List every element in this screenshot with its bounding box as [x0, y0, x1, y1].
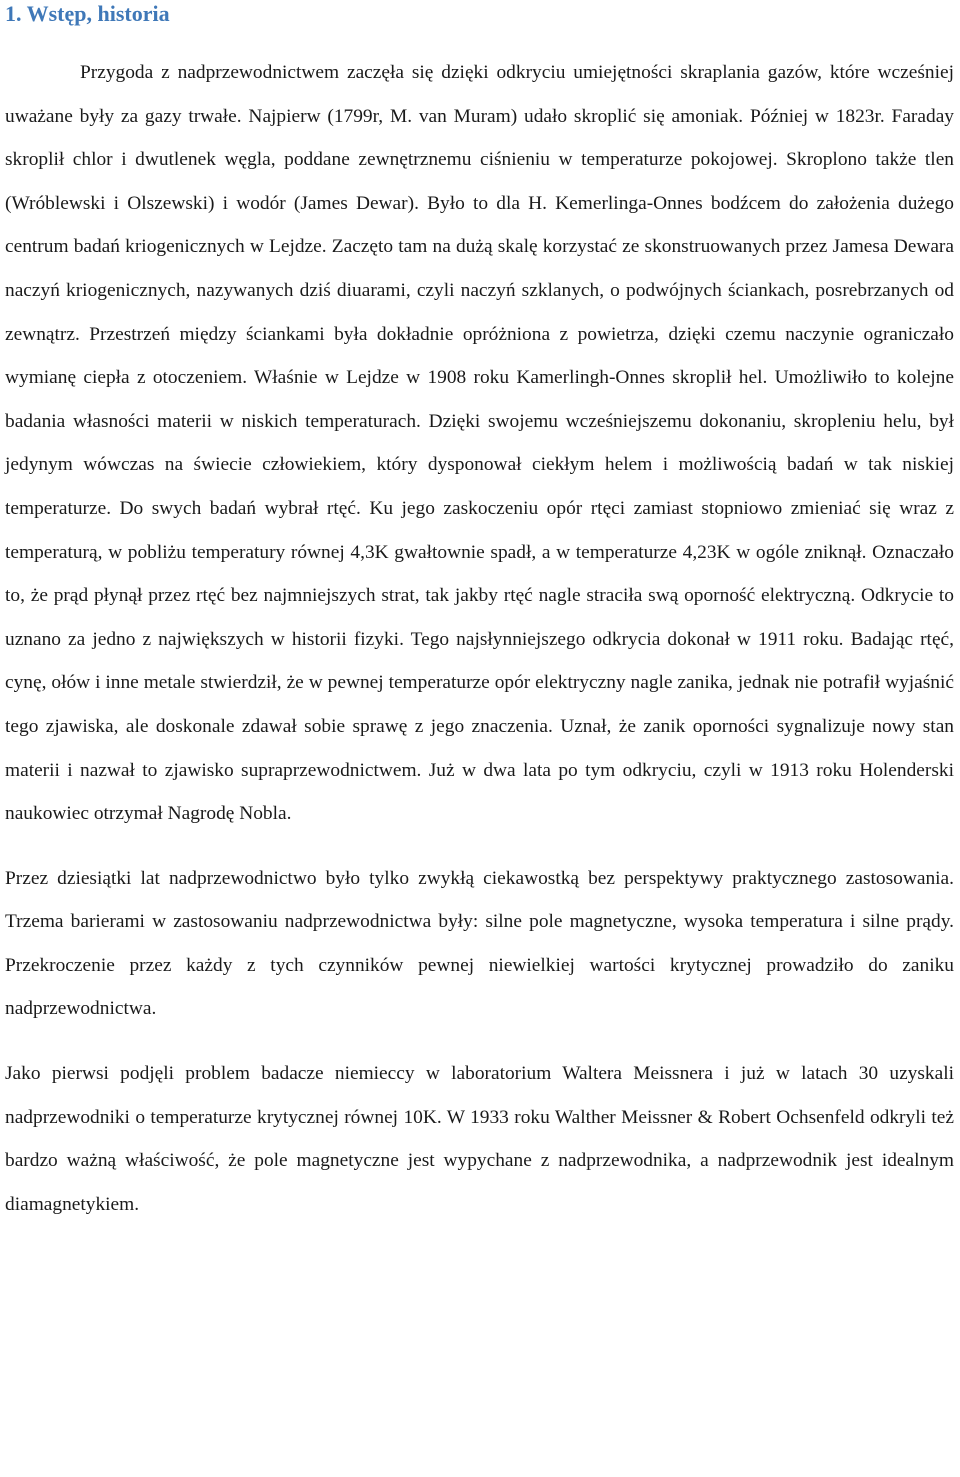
paragraph-history: Przygoda z nadprzewodnictwem zaczęła się dzięki odkryciu umiejętności skraplania gazów, które wcześniej uważane były za gazy trwałe. Najpierw (1799r, M. van Muram) udało skroplić się amoniak. Później w 1823r. Faraday skroplił chlor i dwutlenek węgla, poddane zewnętrznemu ciśnieniu w temperaturze pokojowej. Skroplono także tlen (Wróblewski i Olszewski) i wodór (James Dewar). Było to dla H. Kemerlinga-Onnes bodźcem do założenia dużego centrum badań kriogenicznych w Lejdze. Zaczęto tam na dużą skalę korzystać ze skonstruowanych przez Jamesa Dewara naczyń kriogenicznych, nazywanych dziś diuarami, czyli naczyń szklanych, o podwójnych ściankach, posrebrzanych od zewnątrz. Przestrzeń między ściankami była dokładnie opróżniona z powietrza, dzięki czemu naczynie ograniczało wymianę ciepła z otoczeniem. Właśnie w Lejdze w 1908 roku Kamerlingh-Onnes skroplił hel. Umożliwiło to kolejne badania własności materii w niskich temperaturach. Dzięki swojemu wcześniejszemu dokonaniu, skropleniu helu, był jedynym wówczas na świecie człowiekiem, który dysponował ciekłym helem i możliwością badań w tak niskiej temperaturze. Do swych badań wybrał rtęć. Ku jego zaskoczeniu opór rtęci zamiast stopniowo zmieniać się wraz z temperaturą, w pobliżu temperatury równej 4,3K gwałtownie spadł, a w temperaturze 4,23K w ogóle zniknął. Oznaczało to, że prąd płynął przez rtęć bez najmniejszych strat, tak jakby rtęć nagle straciła swą oporność elektryczną. Odkrycie to uznano za jedno z największych w historii fizyki. Tego najsłynniejszego odkrycia dokonał w 1911 roku. Badając rtęć, cynę, ołów i inne metale stwierdził, że w pewnej temperaturze opór elektryczny nagle zanika, jednak nie potrafił wyjaśnić tego zjawiska, ale doskonale zdawał sobie sprawę z jego znaczenia. Uznał, że zanik oporności sygnalizuje nowy stan materii i nazwał to zjawisko supraprzewodnictwem. Już w dwa lata po tym odkryciu, czyli w 1913 roku Holenderski naukowiec otrzymał Nagrodę Nobla. — [5, 62, 954, 825]
paragraph-barriers: Przez dziesiątki lat nadprzewodnictwo było tylko zwykłą ciekawostką bez perspektywy praktycznego zastosowania. Trzema barierami w zastosowaniu nadprzewodnictwa były: silne pole magnetyczne, wysoka temperatura i silne prądy. Przekroczenie przez każdy z tych czynników pewnej niewielkiej wartości krytycznej prowadziło do zaniku nadprzewodnictwa. — [5, 867, 954, 1020]
paragraph-meissner: Jako pierwsi podjęli problem badacze niemieccy w laboratorium Waltera Meissnera i już w latach 30 uzyskali nadprzewodniki o temperaturze krytycznej równej 10K. W 1933 roku Walther Meissner & Robert Ochsenfeld odkryli też bardzo ważną właściwość, że pole magnetyczne jest wypychane z nadprzewodnika, a nadprzewodnik jest idealnym diamagnetykiem. — [5, 1063, 954, 1215]
section-heading: 1. Wstęp, historia — [5, 1, 170, 26]
